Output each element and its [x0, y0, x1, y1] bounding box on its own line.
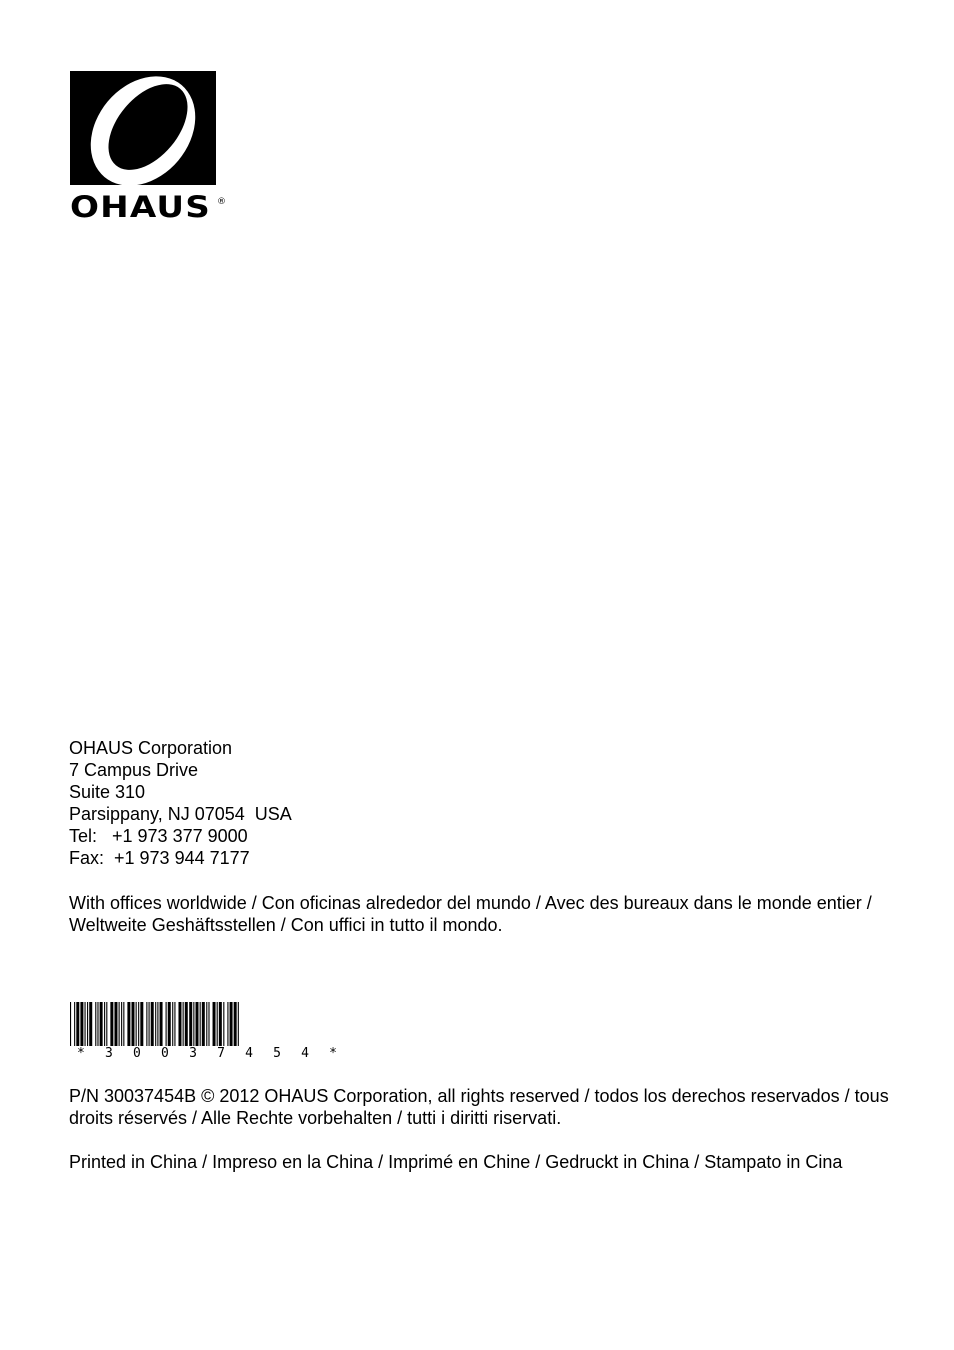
barcode-bar [131, 1002, 134, 1046]
barcode-bar [230, 1002, 233, 1046]
suite-number: Suite 310 [69, 782, 146, 802]
barcode-bar [80, 1002, 83, 1046]
barcode-bar [183, 1002, 184, 1046]
barcode-bar [166, 1002, 167, 1046]
barcode-bar [76, 1002, 79, 1046]
barcode-bar [185, 1002, 188, 1046]
barcode-bar [202, 1002, 205, 1046]
barcode-bar [155, 1002, 156, 1046]
barcode-bar [234, 1002, 237, 1046]
barcode-bar [168, 1002, 171, 1046]
barcode-char: 4 [245, 1046, 253, 1061]
barcode-bar [178, 1002, 181, 1046]
barcode-bar [172, 1002, 173, 1046]
ohaus-logo [70, 71, 230, 221]
offices-statement: With offices worldwide / Con oficinas alrededor del mundo / Avec des bureaux dans le monde entier / Weltweite Geshäftsstellen / Con uffici in tutto il mondo. [69, 893, 872, 935]
barcode-bar [208, 1002, 209, 1046]
barcode-bar [193, 1002, 194, 1046]
barcode-char: 0 [133, 1046, 141, 1061]
fax: Fax: +1 973 944 7177 [69, 848, 250, 868]
city-state-zip: Parsippany, NJ 07054 USA [69, 804, 292, 824]
barcode-bar [119, 1002, 120, 1046]
barcode-bar [149, 1002, 150, 1046]
printed-in-notice: Printed in China / Impreso en la China / Imprimé en Chine / Gedruckt in China / Stampato in Cina [69, 1152, 843, 1172]
barcode-bar [87, 1002, 88, 1046]
barcode-bars [69, 1002, 345, 1046]
telephone: Tel: +1 973 377 9000 [69, 826, 248, 846]
barcode-bar [114, 1002, 117, 1046]
barcode-bar [227, 1002, 228, 1046]
barcode-bar [104, 1002, 105, 1046]
barcode-bar [174, 1002, 175, 1046]
barcode-bar [95, 1002, 96, 1046]
barcode-char: 0 [161, 1046, 169, 1061]
barcode-bar [238, 1002, 239, 1046]
barcode-bar [213, 1002, 216, 1046]
barcode-bar [127, 1002, 130, 1046]
barcode [69, 1002, 349, 1068]
barcode-bar [217, 1002, 218, 1046]
barcode-bar [160, 1002, 163, 1046]
barcode-bar [70, 1002, 71, 1046]
barcode-bar [110, 1002, 113, 1046]
company-address [69, 737, 889, 869]
barcode-bar [157, 1002, 158, 1046]
barcode-bar [136, 1002, 137, 1046]
barcode-bar [74, 1002, 75, 1046]
barcode-bar [223, 1002, 224, 1046]
barcode-bar [138, 1002, 139, 1046]
logo-brand-text: OHAUS [70, 190, 211, 221]
barcode-bar [219, 1002, 222, 1046]
barcode-bar [196, 1002, 199, 1046]
barcode-bar [189, 1002, 192, 1046]
barcode-bar [140, 1002, 143, 1046]
barcode-bar [85, 1002, 86, 1046]
barcode-char: 3 [105, 1046, 113, 1061]
barcode-char: 4 [301, 1046, 309, 1061]
barcode-bar [151, 1002, 154, 1046]
barcode-char: 3 [189, 1046, 197, 1061]
barcode-bar [100, 1002, 103, 1046]
barcode-bar [106, 1002, 107, 1046]
barcode-char: 7 [217, 1046, 225, 1061]
barcode-human-readable [69, 1046, 345, 1061]
registered-mark: ® [217, 197, 226, 207]
barcode-bar [89, 1002, 92, 1046]
barcode-bar [206, 1002, 207, 1046]
street-address: 7 Campus Drive [69, 760, 199, 780]
barcode-bar [121, 1002, 122, 1046]
barcode-char: * [77, 1046, 85, 1061]
company-name: OHAUS Corporation [69, 738, 233, 758]
barcode-char: * [329, 1046, 337, 1061]
barcode-bar [97, 1002, 98, 1046]
ohaus-logo-icon [70, 71, 230, 221]
barcode-char: 5 [273, 1046, 281, 1061]
barcode-bar [146, 1002, 147, 1046]
barcode-bar [123, 1002, 124, 1046]
copyright-notice: P/N 30037454B © 2012 OHAUS Corporation, all rights reserved / todos los derechos reservados / tous droits réservés / Alle Rechte vorbehalten / tutti i diritti riservati. [69, 1086, 889, 1128]
barcode-bar [200, 1002, 201, 1046]
